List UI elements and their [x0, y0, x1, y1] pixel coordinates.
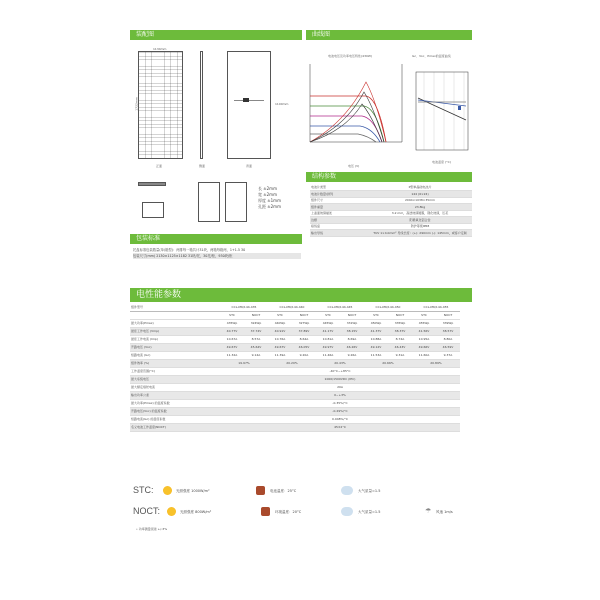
condition-row [130, 311, 460, 319]
iv-xlabel: 电压 (V) [348, 164, 360, 168]
electrical-value: 10.67A [220, 335, 244, 343]
temp-curve-chart [414, 62, 470, 154]
mount-dimension: 1100mm [275, 102, 289, 106]
view-label-front: 正面 [156, 164, 163, 168]
common-param-row [130, 375, 460, 383]
stc-air-mass: 大气质量=1.5 [358, 489, 381, 493]
electrical-value: 335Wp [388, 319, 412, 327]
model-label: 组件型号 [130, 303, 220, 311]
common-param-label: 最大系统电压 [130, 375, 220, 383]
stc-header: STC [316, 311, 340, 319]
electrical-value: 10.81A [316, 335, 340, 343]
view-label-side: 侧面 [199, 164, 206, 168]
noct-air-mass: 大气质量=1.5 [358, 510, 381, 514]
electrical-value: 9.37A [436, 351, 460, 359]
electrical-value: 49.97V [316, 343, 340, 351]
spec-label: 组件尺寸 [310, 197, 368, 204]
common-param-label: 最大额定熔丝电流 [130, 383, 220, 391]
electrical-value: 37.74V [244, 327, 268, 335]
spec-label: 电池片类型 [310, 184, 368, 191]
electrical-table [130, 303, 460, 432]
back-detail [225, 182, 247, 222]
electrical-value: 10.76A [268, 335, 292, 343]
electrical-value: 8.57A [244, 335, 268, 343]
common-param-label: 最大功率(Pmax) 的温度系数 [130, 399, 220, 407]
electrical-value: 8.69A [340, 335, 364, 343]
electrical-value: 38.37V [388, 327, 412, 335]
electrical-value: 11.46A [316, 351, 340, 359]
view-label-back: 背面 [246, 164, 253, 168]
spec-value: 2094×1038×35mm [368, 197, 472, 204]
common-param-row [130, 383, 460, 391]
common-param-value: 0.048%/°C [220, 415, 460, 423]
electrical-value: 11.32A [220, 351, 244, 359]
electrical-row-label: 开路电压 (Voc) [130, 343, 220, 351]
common-param-value: -0.35%/°C [220, 399, 460, 407]
common-param-row [130, 415, 460, 423]
noct-wind: 风速 1m/s [436, 510, 453, 514]
common-param-label: 工作温度范围(°C) [130, 367, 220, 375]
back-view-panel [227, 51, 271, 159]
electrical-value: 450Wp [364, 319, 388, 327]
electrical-value: 49.67V [220, 343, 244, 351]
efficiency-value: 20.20% [268, 359, 316, 367]
cell-temp-icon [256, 486, 265, 495]
electrical-row-label: 最大功率(Pmax) [130, 319, 220, 327]
cloud-icon [341, 486, 353, 495]
electrical-value: 49.12V [364, 343, 388, 351]
stc-header: STC [364, 311, 388, 319]
common-param-value: 45±2°C [220, 423, 460, 431]
stc-header: STC [412, 311, 436, 319]
electrical-value: 9.14A [244, 351, 268, 359]
width-dimension: 1134mm [153, 47, 167, 51]
common-param-row [130, 399, 460, 407]
electrical-value: 46.05V [292, 343, 316, 351]
efficiency-row [130, 359, 460, 367]
efficiency-value: 20.89% [412, 359, 460, 367]
electrical-value: 46.59V [436, 343, 460, 351]
common-param-value: -0.29%/°C [220, 407, 460, 415]
electrical-value: 331Wp [340, 319, 364, 327]
electrical-value: 9.20A [292, 351, 316, 359]
spec-value: P型单晶硅电池片 [368, 184, 472, 191]
spec-value: 防护等级IP68 [368, 223, 472, 230]
stc-label: STC: [133, 485, 154, 495]
model-name: CCL-M6/144-455 [412, 303, 460, 311]
electrical-value: 38.15V [340, 327, 364, 335]
efficiency-value: 19.97% [220, 359, 268, 367]
sun-icon [163, 486, 172, 495]
noct-temperature: 环境温度：20°C [275, 510, 302, 514]
electrical-value: 41.17V [316, 327, 340, 335]
electrical-row-label: 最佳工作电压 (Vmp) [130, 327, 220, 335]
noct-label: NOCT: [133, 506, 160, 516]
electrical-row [130, 351, 460, 359]
electrical-row-label: 最佳工作电流 (Imp) [130, 335, 220, 343]
common-param-row [130, 407, 460, 415]
model-name: CCL-M6/144-450 [364, 303, 412, 311]
section-electrical: 电性能参数 [130, 288, 472, 302]
electrical-value: 339Wp [436, 319, 460, 327]
electrical-value: 45.64V [244, 343, 268, 351]
electrical-value: 11.39A [268, 351, 292, 359]
electrical-value: 9.31A [388, 351, 412, 359]
section-drawing: 装配图 [130, 30, 302, 40]
noct-header: NOCT [292, 311, 316, 319]
temp-chart-title: Isc、Voc、Pmax的温度曲线 [412, 54, 451, 58]
iv-chart-title: 电池电压及功率电压特性(430W) [328, 54, 373, 58]
electrical-value: 324Wp [244, 319, 268, 327]
noct-header: NOCT [436, 311, 460, 319]
electrical-row [130, 319, 460, 327]
electrical-value: 11.53A [364, 351, 388, 359]
temp-xlabel: 电池温度 (°C) [432, 160, 451, 164]
spec-value: TUV 1×4.0mm² 导线长度：(+): 290mm (-): 145mm，或客户定制 [368, 230, 472, 237]
electrical-value: 49.66V [412, 343, 436, 351]
stc-header: STC [220, 311, 244, 319]
noct-header: NOCT [340, 311, 364, 319]
common-param-value: -40°C~+85°C [220, 367, 460, 375]
efficiency-value: 20.43% [316, 359, 364, 367]
tolerance-legend: 长 ±2mm 宽 ±2mm 厚度 ±1mm 孔距 ±2mm [258, 186, 281, 209]
electrical-value: 10.95A [412, 335, 436, 343]
noct-header: NOCT [388, 311, 412, 319]
spec-value: 阳极氧化铝合金 [368, 217, 472, 224]
noct-header: NOCT [244, 311, 268, 319]
electrical-value: 9.26A [340, 351, 364, 359]
electrical-value: 46.43V [388, 343, 412, 351]
spec-label: 输出导线 [310, 230, 368, 237]
common-param-row [130, 367, 460, 375]
spec-value: 144 (6×24) [368, 191, 472, 198]
section-curves: 曲线图 [306, 30, 472, 40]
common-param-value: 20A [220, 383, 460, 391]
electrical-value: 49.67V [268, 343, 292, 351]
electrical-value: 8.80A [436, 335, 460, 343]
common-param-label: 名义电池工作温度(NOCT) [130, 423, 220, 431]
spec-label: 接线盒 [310, 223, 368, 230]
common-param-label: 输出功率公差 [130, 391, 220, 399]
side-view-panel [200, 51, 203, 159]
section-structure: 结构参数 [306, 172, 472, 182]
model-name: CCL-M6/144-435 [220, 303, 268, 311]
cloud-icon-noct [341, 507, 353, 516]
electrical-value: 435Wp [220, 319, 244, 327]
electrical-row [130, 343, 460, 351]
spec-label: 电池片数量/排列 [310, 191, 368, 198]
electrical-row [130, 335, 460, 343]
electrical-value: 46.26V [340, 343, 364, 351]
common-param-value: 1000/1500VDC (IEC) [220, 375, 460, 383]
mount-detail [198, 182, 220, 222]
front-view-panel [138, 51, 183, 159]
sun-icon-noct [167, 507, 176, 516]
common-param-label: 开路电压(Voc) 的温度系数 [130, 407, 220, 415]
electrical-value: 8.64A [292, 335, 316, 343]
spec-row [310, 230, 472, 237]
electrical-value: 37.89V [292, 327, 316, 335]
frame-profile-detail [138, 182, 166, 186]
spec-value: 3.2 mm，高透玻璃镀膜，钢化玻璃，压花 [368, 210, 472, 217]
electrical-value: 440Wp [268, 319, 292, 327]
stc-irradiance: 光照强度 1000W/m² [176, 489, 210, 493]
electrical-row [130, 327, 460, 335]
electrical-value: 8.74A [388, 335, 412, 343]
packing-info: 托盘标准包装数量(单/箱型)：两排每一箱共计31块，两箱每箱两，1+1.5 30 包装尺寸(mm) 2130×1125×1182 31块/托，30托/柜，930块/柜 [133, 247, 301, 259]
electrical-value: 38.57V [436, 327, 460, 335]
spec-label: 上盖面玻璃描述 [310, 210, 368, 217]
junction-detail [142, 202, 164, 218]
assembly-drawing [130, 42, 302, 232]
stc-header: STC [268, 311, 292, 319]
electrical-value: 455Wp [412, 319, 436, 327]
efficiency-label: 组件效率 (%) [130, 359, 220, 367]
model-name: CCL-M6/144-445 [316, 303, 364, 311]
electrical-value: 40.91V [268, 327, 292, 335]
electrical-value: 10.88A [364, 335, 388, 343]
noct-irradiance: 光照强度 800W/m² [180, 510, 212, 514]
common-param-value: 0~+3% [220, 391, 460, 399]
electrical-value: 445Wp [316, 319, 340, 327]
height-dimension: 1722mm [134, 97, 139, 111]
electrical-value: 327Wp [292, 319, 316, 327]
spec-label: 组件重量 [310, 204, 368, 211]
common-param-row [130, 391, 460, 399]
electrical-row-label: 短路电流 (Isc) [130, 351, 220, 359]
common-param-row [130, 423, 460, 431]
condition-spacer [130, 311, 220, 319]
measurement-note: • 功率测量误差 +/-3% [136, 527, 168, 531]
electrical-value: 41.56V [412, 327, 436, 335]
model-row [130, 303, 460, 311]
section-packing: 包装标准 [130, 234, 302, 244]
spec-label: 边框 [310, 217, 368, 224]
electrical-value: 40.77V [220, 327, 244, 335]
ambient-temp-icon [261, 507, 270, 516]
common-param-label: 短路电流(Isc) 的温度系数 [130, 415, 220, 423]
electrical-value: 41.37V [364, 327, 388, 335]
spec-value: 23.8kg [368, 204, 472, 211]
iv-curve-chart [306, 60, 406, 150]
wind-icon: ☂ [425, 507, 432, 515]
efficiency-value: 20.66% [364, 359, 412, 367]
electrical-value: 11.60A [412, 351, 436, 359]
stc-temperature: 电池温度：25°C [270, 489, 297, 493]
model-name: CCL-M6/144-440 [268, 303, 316, 311]
structure-table [310, 184, 472, 237]
